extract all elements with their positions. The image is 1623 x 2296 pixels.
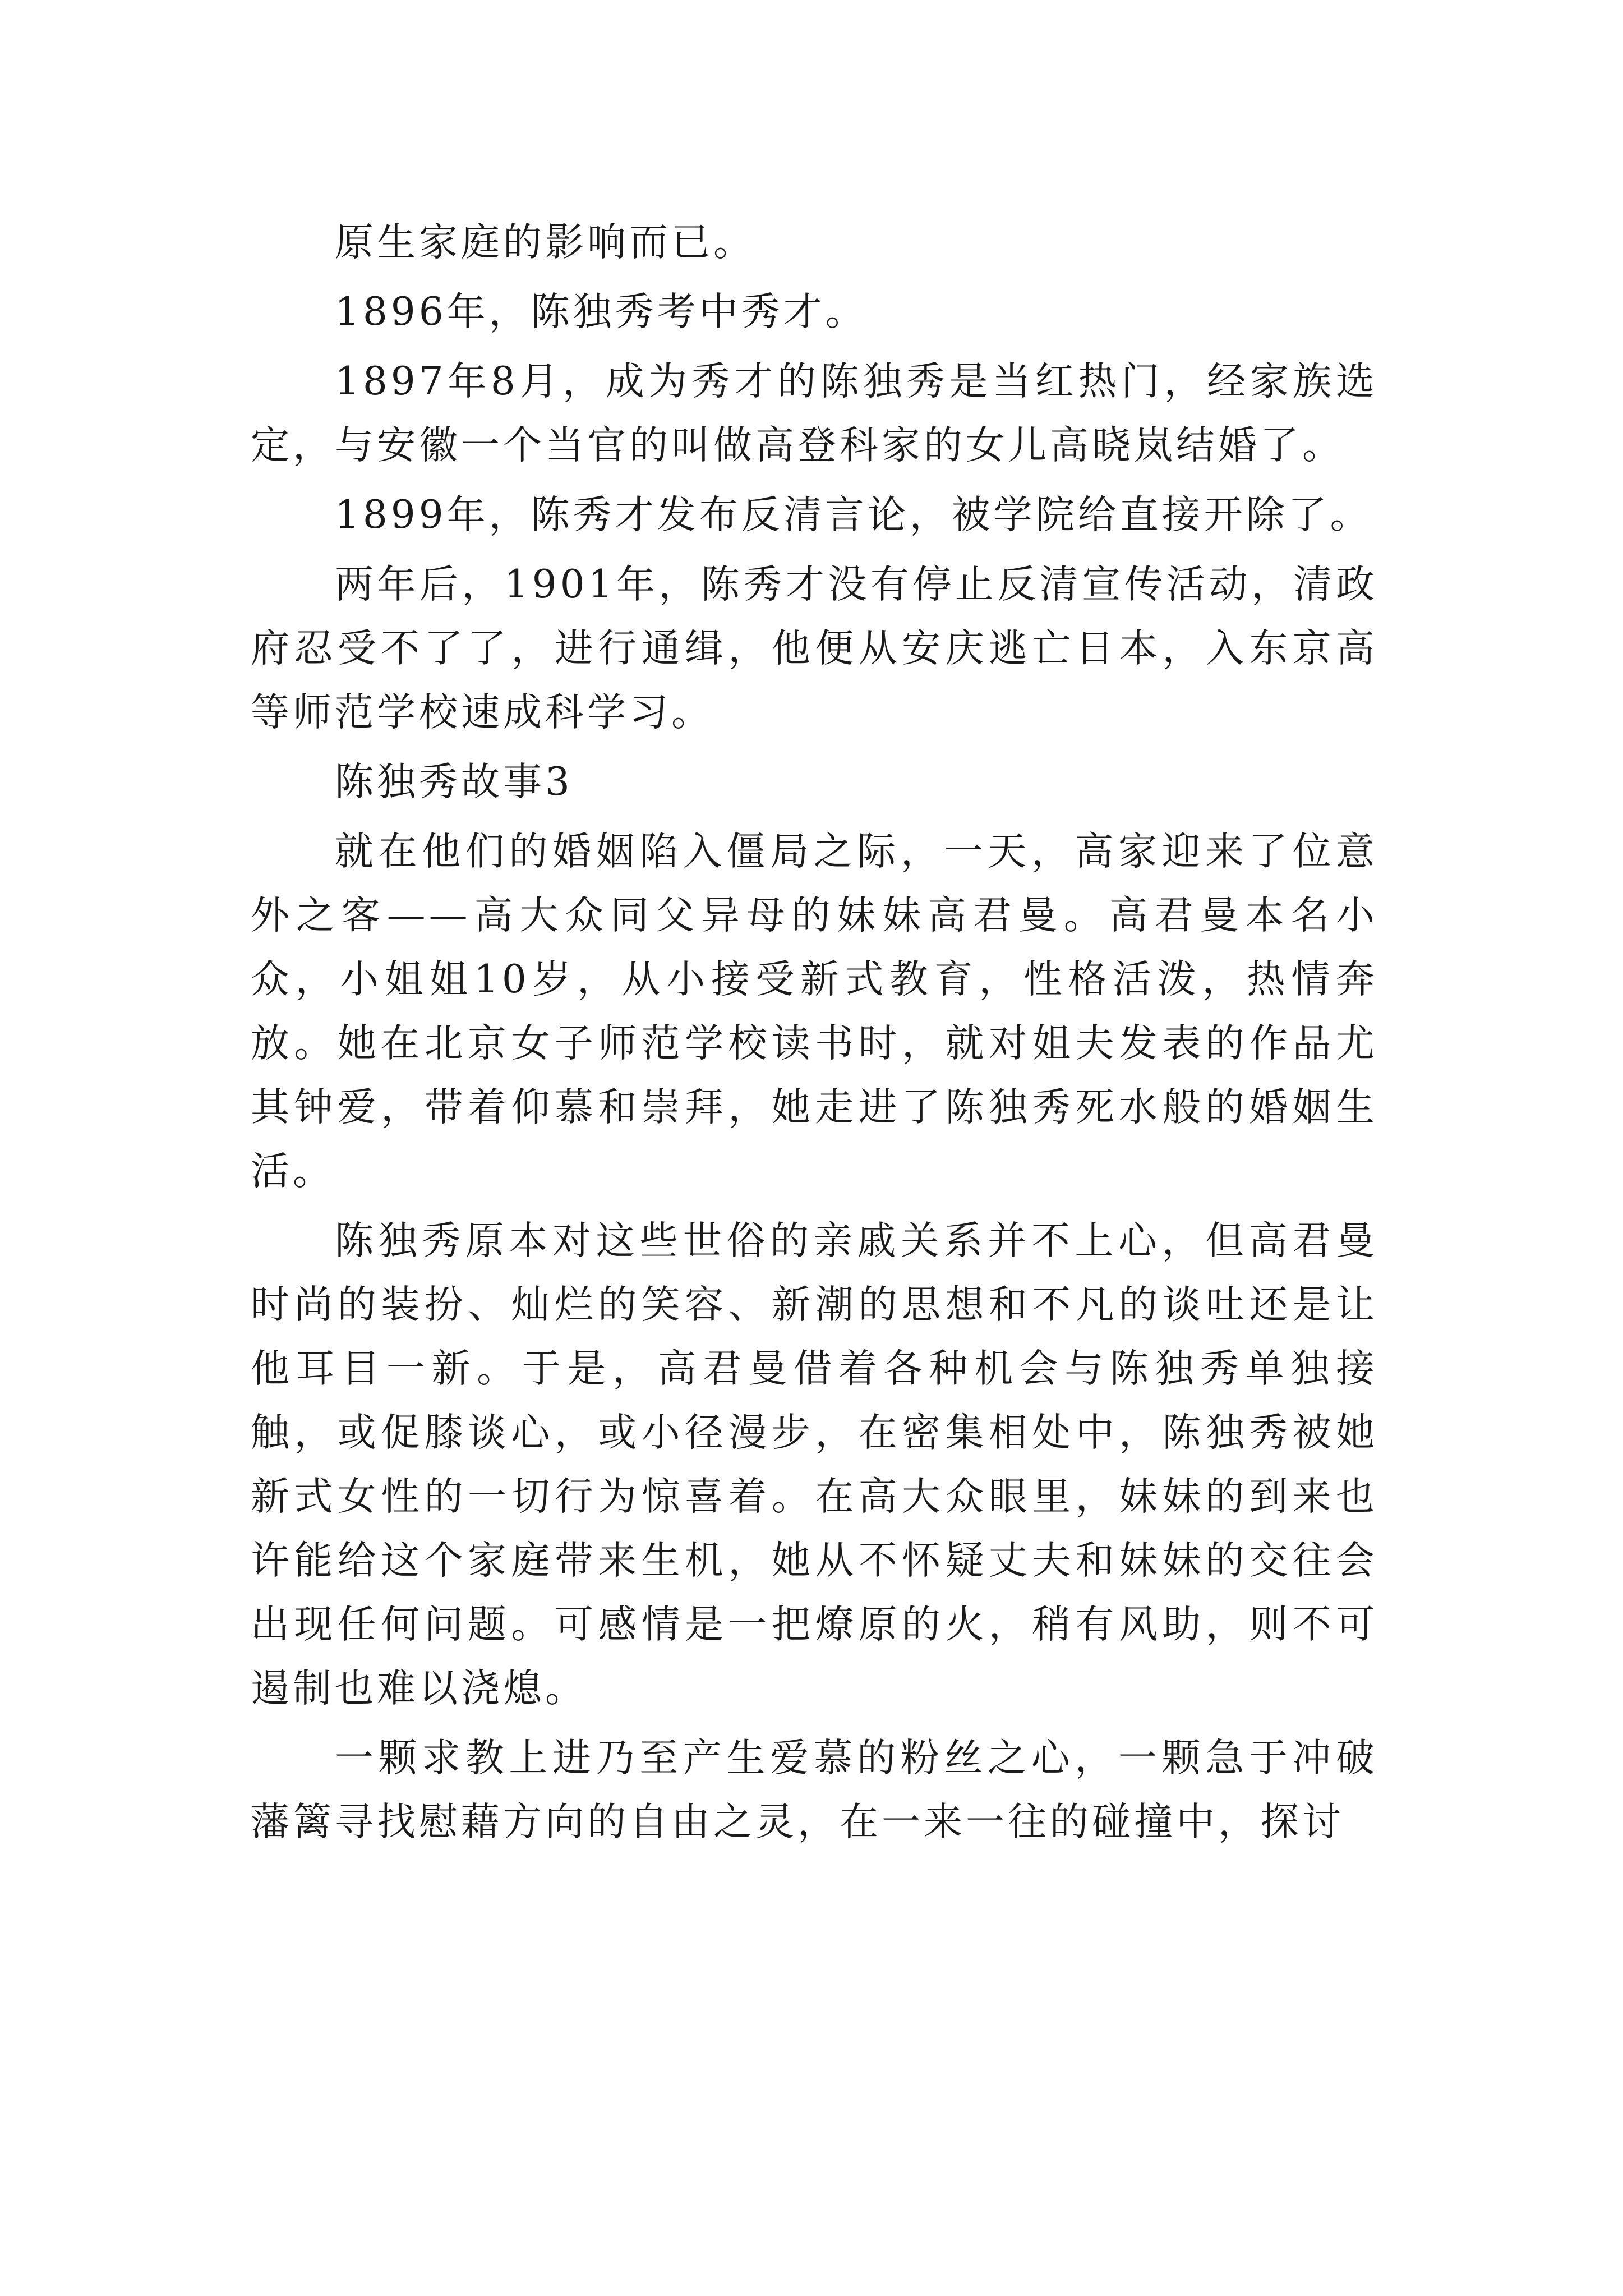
paragraph: 1899年，陈秀才发布反清言论，被学院给直接开除了。 bbox=[335, 493, 1372, 537]
paragraph: 两年后，1901年，陈秀才没有停止反清宣传活动，清政府忍受不了了，进行通缉，他便从安庆逃亡日本，入东京高等师范学校速成科学习。 bbox=[251, 562, 1378, 735]
paragraph: 1896年，陈独秀考中秀才。 bbox=[335, 289, 868, 334]
paragraph: 陈独秀原本对这些世俗的亲戚关系并不上心，但高君曼时尚的装扮、灿烂的笑容、新潮的思想和不凡的谈吐还是让他耳目一新。于是，高君曼借着各种机会与陈独秀单独接触，或促膝谈心，或小径漫步，在密集相处中，陈独秀被她新式女性的一切行为惊喜着。在高大众眼里，妹妹的到来也许能给这个家庭带来生机，她从不怀疑丈夫和妹妹的交往会出现任何问题。可感情是一把燎原的火，稍有风助，则不可遏制也难以浇熄。 bbox=[251, 1218, 1378, 1711]
document-body bbox=[251, 210, 1378, 1860]
section-heading: 陈独秀故事3 bbox=[335, 760, 573, 804]
paragraph: 原生家庭的影响而已。 bbox=[335, 220, 755, 265]
paragraph: 就在他们的婚姻陷入僵局之际，一天，高家迎来了位意外之客——高大众同父异母的妹妹高君曼。高君曼本名小众，小姐姐10岁，从小接受新式教育，性格活泼，热情奔放。她在北京女子师范学校读书时，就对姐夫发表的作品尤其钟爱，带着仰慕和崇拜，她走进了陈独秀死水般的婚姻生活。 bbox=[251, 829, 1378, 1194]
paragraph: 一颗求教上进乃至产生爱慕的粉丝之心，一颗急于冲破藩篱寻找慰藉方向的自由之灵，在一来一往的碰撞中，探讨 bbox=[251, 1736, 1378, 1844]
paragraph: 1897年8月，成为秀才的陈独秀是当红热门，经家族选定，与安徽一个当官的叫做高登科家的女儿高晓岚结婚了。 bbox=[251, 359, 1378, 468]
